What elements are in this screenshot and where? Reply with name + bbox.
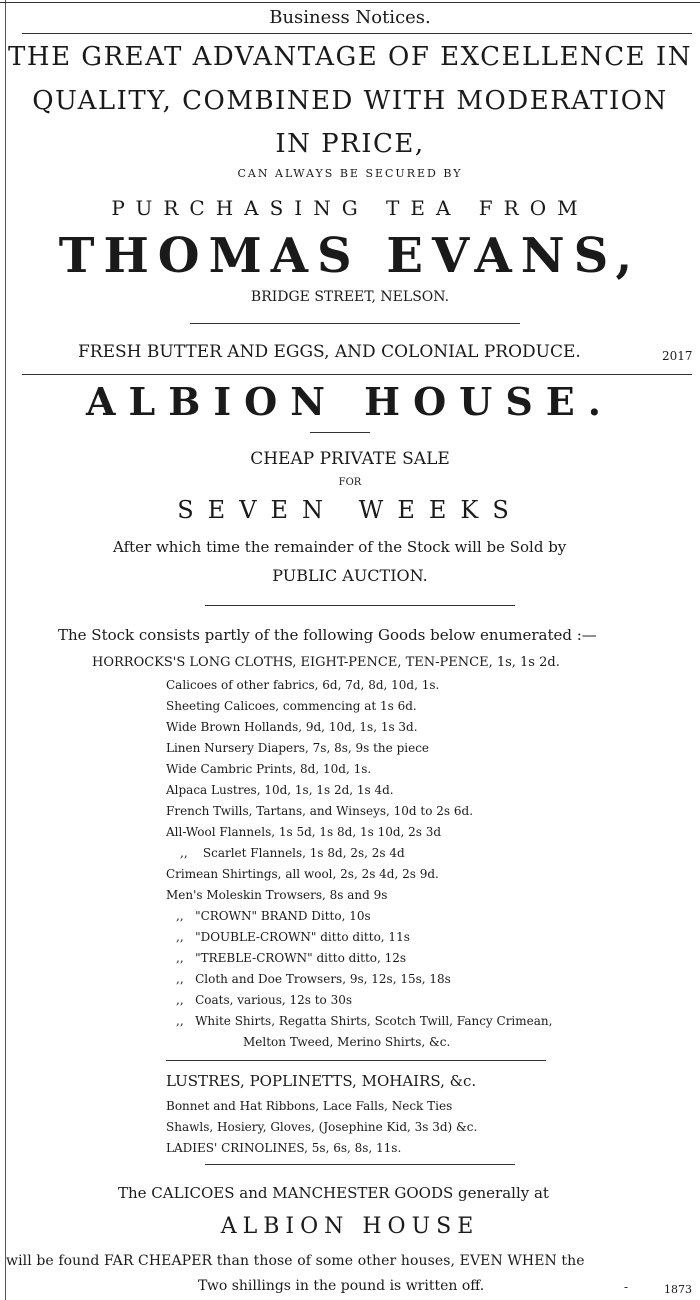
- list-item: Wide Cambric Prints, 8d, 10d, 1s.: [166, 762, 372, 776]
- list-item: Wide Brown Hollands, 9d, 10d, 1s, 1s 3d.: [166, 720, 418, 734]
- left-column-rule: [5, 0, 6, 1300]
- stock-divider: [166, 1060, 546, 1061]
- auction-divider: [205, 605, 515, 606]
- lustres-divider: [205, 1164, 515, 1165]
- list-item: ,, White Shirts, Regatta Shirts, Scotch Twill, Fancy Crimean,: [176, 1014, 553, 1028]
- list-item: Shawls, Hosiery, Gloves, (Josephine Kid, 3s 3d) &c.: [166, 1120, 478, 1134]
- public-auction-line: PUBLIC AUCTION.: [272, 566, 428, 585]
- albion-title: ALBION HOUSE.: [86, 379, 614, 424]
- sale-line: CHEAP PRIVATE SALE: [250, 449, 450, 469]
- top-border-rule: [0, 2, 700, 3]
- albion-short-divider: [310, 432, 370, 433]
- closing-line-4: Two shillings in the pound is written off.: [198, 1278, 485, 1294]
- merchant-address: BRIDGE STREET, NELSON.: [250, 289, 450, 305]
- list-item: All-Wool Flannels, 1s 5d, 1s 8d, 1s 10d, 2s 3d: [166, 825, 442, 839]
- produce-line: FRESH BUTTER AND EGGS, AND COLONIAL PRODUCE.: [78, 342, 581, 362]
- after-line: After which time the remainder of the Stock will be Sold by: [113, 538, 567, 556]
- list-item: Melton Tweed, Merino Shirts, &c.: [243, 1035, 451, 1049]
- list-item: ,, Coats, various, 12s to 30s: [176, 993, 353, 1007]
- list-item: HORROCKS'S LONG CLOTHS, EIGHT-PENCE, TEN-PENCE, 1s, 1s 2d.: [92, 655, 560, 670]
- list-item: Men's Moleskin Trowsers, 8s and 9s: [166, 888, 388, 902]
- tea-short-divider: [190, 323, 520, 324]
- section-header: Business Notices.: [269, 7, 431, 28]
- list-item: Alpaca Lustres, 10d, 1s, 1s 2d, 1s 4d.: [166, 783, 394, 797]
- closing-line-1: The CALICOES and MANCHESTER GOODS generally at: [118, 1184, 549, 1202]
- headline-line-1: THE GREAT ADVANTAGE OF EXCELLENCE IN: [8, 42, 692, 72]
- ad-separator: [22, 374, 692, 375]
- list-item: Crimean Shirtings, all wool, 2s, 2s 4d, 2s 9d.: [166, 867, 439, 881]
- tea-ad-ref-number: 2017: [662, 349, 693, 363]
- list-item: ,, Scarlet Flannels, 1s 8d, 2s, 2s 4d: [180, 846, 405, 860]
- headline-line-3: IN PRICE,: [275, 129, 425, 159]
- header-divider: [22, 33, 692, 34]
- closing-line-3: will be found FAR CHEAPER than those of some other houses, EVEN WHEN the: [6, 1253, 585, 1269]
- secured-by-line: CAN ALWAYS BE SECURED BY: [237, 167, 463, 180]
- list-item: LADIES' CRINOLINES, 5s, 6s, 8s, 11s.: [166, 1141, 402, 1155]
- closing-albion-house: ALBION HOUSE: [220, 1214, 480, 1239]
- list-item: Bonnet and Hat Ribbons, Lace Falls, Neck Ties: [166, 1099, 453, 1113]
- closing-dash: -: [624, 1280, 629, 1294]
- lustres-heading: LUSTRES, POPLINETTS, MOHAIRS, &c.: [166, 1072, 477, 1090]
- list-item: Linen Nursery Diapers, 7s, 8s, 9s the piece: [166, 741, 430, 755]
- list-item: ,, Cloth and Doe Trowsers, 9s, 12s, 15s, 18s: [176, 972, 451, 986]
- purchasing-line: PURCHASING TEA FROM: [111, 196, 589, 220]
- stock-intro: The Stock consists partly of the following Goods below enumerated :—: [58, 626, 597, 644]
- list-item: Sheeting Calicoes, commencing at 1s 6d.: [166, 699, 417, 713]
- for-line: FOR: [338, 477, 362, 488]
- list-item: ,, "DOUBLE-CROWN" ditto ditto, 11s: [176, 930, 410, 944]
- list-item: ,, "TREBLE-CROWN" ditto ditto, 12s: [176, 951, 407, 965]
- list-item: Calicoes of other fabrics, 6d, 7d, 8d, 10d, 1s.: [166, 678, 440, 692]
- merchant-name: THOMAS EVANS,: [58, 228, 642, 284]
- seven-weeks-line: SEVEN WEEKS: [177, 496, 523, 524]
- list-item: French Twills, Tartans, and Winseys, 10d to 2s 6d.: [166, 804, 474, 818]
- headline-line-2: QUALITY, COMBINED WITH MODERATION: [32, 86, 668, 116]
- albion-ad-ref-number: 1873: [664, 1283, 692, 1296]
- list-item: ,, "CROWN" BRAND Ditto, 10s: [176, 909, 371, 923]
